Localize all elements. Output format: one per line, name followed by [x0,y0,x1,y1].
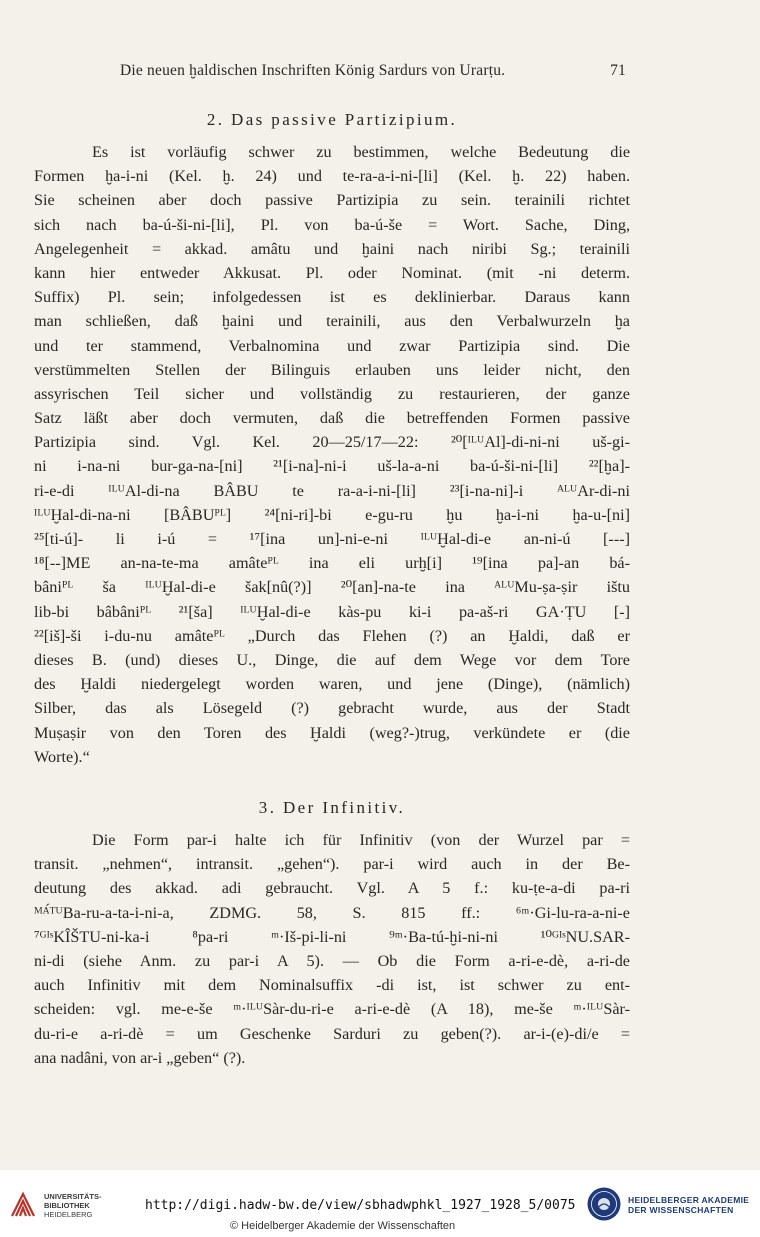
text-line: ⁷ᴳᴵˢKÎŠTU-ni-ka-i ⁸pa-ri ᵐ·Iš-pi-li-ni ⁹ᵐ·Ba-tú-ḫi-ni-ni ¹⁰ᴳᴵˢNU.SAR- [34,927,630,946]
text-line: deutung des akkad. adi gebraucht. Vgl. A 5 f.: ku-ṭe-a-di pa-ri [34,879,630,898]
text-line: Es ist vorläufig schwer zu bestimmen, welche Bedeutung die [92,143,630,161]
text-line: Partizipia sind. Vgl. Kel. 20—25/17—22: ²⁰[ᴵᴸᵁAl]-di-ni-ni uš-gi- [34,433,630,452]
text-line: Sie scheinen aber doch passive Partizipia zu sein. terainili richtet [34,191,630,210]
text-line: man schließen, daß ḫaini und terainili, aus den Verbalwurzeln ḫa [34,312,630,331]
text-line: sich nach ba-ú-ši-ni-[li], Pl. von ba-ú-še = Wort. Sache, Ding, [34,215,630,234]
text-line: ni i-na-ni bur-ga-na-[ni] ²¹[i-na]-ni-i uš-la-a-ni ba-ú-ši-ni-[li] ²²[ḫa]- [34,457,630,476]
text-line: Worte).“ [34,747,90,766]
text-line: Suffix) Pl. sein; infolgedessen ist es deklinierbar. Daraus kann [34,288,630,307]
page-number: 71 [610,62,626,79]
permalink-url[interactable]: http://digi.hadw-bw.de/view/sbhadwphkl_1927_1928_5/0075 [145,1198,576,1213]
text-line: scheiden: vgl. me-e-še ᵐ·ᴵᴸᵁSàr-du-ri-e a-ri-e-dè (A 18), me-še ᵐ·ᴵᴸᵁSàr- [34,1000,630,1019]
text-line: ²⁵[ti-ú]- li i-ú = ¹⁷[ina un]-ni-e-ni ᴵᴸᵁḪal-di-e an-ni-ú [---] [34,530,630,548]
text-line: ᴹᴬ́ᵀᵁBa-ru-a-ta-i-ni-a, ZDMG. 58, S. 815 ff.: ⁶ᵐ·Gi-lu-ra-a-ni-e [34,903,630,922]
section-heading-infinitive: 3. Der Infinitiv. [258,798,406,817]
copyright-notice: © Heidelberger Akademie der Wissenschaften [230,1220,456,1232]
academy-name-line-1: HEIDELBERGER AKADEMIE [628,1195,750,1205]
university-library-logo-icon [8,1190,38,1220]
text-line: auch Infinitiv mit dem Nominalsuffix -di ist, ist schwer zu ent- [34,976,630,995]
academy-seal-icon [586,1186,622,1222]
text-line: ni-di (siehe Anm. zu par-i A 5). — Ob die Form a-ri-e-dè, a-ri-de [34,951,630,970]
text-line: Formen ḫa-i-ni (Kel. ḫ. 24) und te-ra-a-i-ni-[li] (Kel. ḫ. 22) haben. [34,167,630,186]
text-line: und ter stammend, Verbalnomina und zwar Partizipia sind. Die [34,336,630,355]
text-line: ᴵᴸᵁḪal-di-na-ni [BÂBUᴾᴸ] ²⁴[ni-ri]-bi e-gu-ru ḫu ḫa-i-ni ḫa-u-[ni] [34,505,630,524]
university-library-name [44,1192,102,1219]
text-line: des Ḫaldi niedergelegt worden waren, und jene (Dinge), (nämlich) [34,675,630,694]
text-line: lib-bi bâbâniᴾᴸ ²¹[ša] ᴵᴸᵁḪal-di-e kàs-pu ki-i pa-aš-ri GA·ṬU [-] [34,602,630,621]
text-line: Die Form par-i halte ich für Infinitiv (von der Wurzel par = [92,831,630,849]
library-name-line: UNIVERSITÄTS- BIBLIOTHEK [44,1192,102,1210]
footer-bar [0,1170,760,1237]
text-line: Angelegenheit = akkad. amâtu und ḫaini nach niribi Sg.; terainili [34,239,630,258]
text-line: bâniᴾᴸ ša ᴵᴸᵁḪal-di-e šak[nû(?)] ²⁰[an]-na-te ina ᴬᴸᵁMu-ṣa-ṣir ištu [34,578,630,597]
text-line: ri-e-di ᴵᴸᵁAl-di-na BÂBU te ra-a-i-ni-[li] ²³[i-na-ni]-i ᴬᴸᵁAr-di-ni [34,481,630,500]
library-city: HEIDELBERG [44,1210,93,1219]
text-line: ²²[iš]-ši i-du-nu amâteᴾᴸ „Durch das Flehen (?) an Ḫaldi, daß er [34,626,630,645]
text-line: ana nadâni, von ar-i „geben“ (?). [34,1048,246,1067]
text-line: Satz läßt aber doch vermuten, daß die betreffenden Formen passive [34,409,630,428]
text-line: transit. „nehmen“, intransit. „gehen“). par-i wird auch in der Be- [34,855,630,874]
text-line: Muṣaṣir von den Toren des Ḫaldi (weg?-)trug, verkündete er (die [34,723,630,742]
section-body-infinitive [34,828,630,1070]
academy-name [628,1195,749,1215]
text-line: dieses B. (und) dieses U., Dinge, die auf dem Wege vor dem Tore [34,650,630,669]
text-line: du-ri-e a-ri-dè = um Geschenke Sarduri zu geben(?). ar-i-(e)-di/e = [34,1024,630,1043]
academy-name-line-2: DER WISSENSCHAFTEN [628,1205,734,1215]
running-head-title: Die neuen ḫaldischen Inschriften König Sardurs von Urarṭu. [120,62,506,79]
text-line: kann hier entweder Akkusat. Pl. oder Nominat. (mit -ni determ. [34,263,630,282]
section-heading-passive-participle: 2. Das passive Partizipium. [206,110,458,129]
text-line: assyrischen Teil sicher und vollständig zu restaurieren, der ganze [34,384,630,403]
section-body-passive-participle [34,140,630,769]
text-line: verstümmelten Stellen der Bilinguis erlauben uns leider nicht, den [34,360,630,379]
text-line: Silber, das als Lösegeld (?) gebracht wurde, aus der Stadt [34,699,630,718]
text-line: ¹⁸[--]ME an-na-te-ma amâteᴾᴸ ina eli urḫ[i] ¹⁹[ina pa]-an bá- [34,554,630,573]
